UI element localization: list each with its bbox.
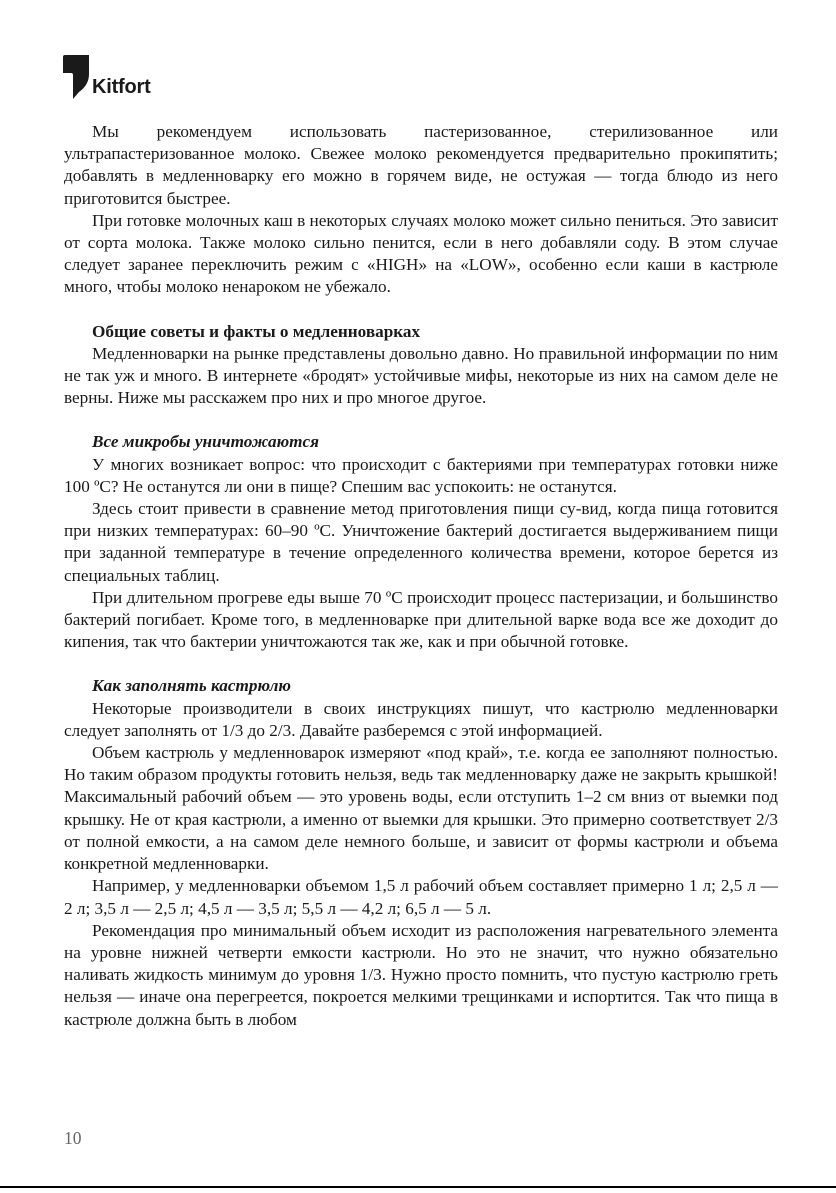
- paragraph: При длительном прогреве еды выше 70 ºC происходит процесс пастеризации, и большинство бактерий погибает. Кроме того, в медленноварке при длительной варке вода все же доходит до кипения, так что бактерии уничтожаются так же, как и при обычной готовке.: [64, 587, 778, 652]
- paragraph: Объем кастрюль у медленноварок измеряют «под край», т.е. когда ее заполняют полностью. Но таким образом продукты готовить нельзя, ведь так медленноварку даже не закрыть крышкой! Максимальный рабочий объем — это уровень воды, если отступить 1–2 см вниз от выемки под крышку. Не от края кастрюли, а именно от выемки для крышки. Это примерно соответствует 2/3 от полной емкости, а на самом деле немного больше, и зависит от формы кастрюли и объема конкретной медленноварки.: [64, 743, 778, 874]
- brand-logo: [62, 50, 151, 100]
- kitfort-logo-icon: [62, 54, 90, 100]
- subsection-heading: Все микробы уничтожаются: [92, 432, 320, 452]
- paragraph: Медленноварки на рынке представлены довольно давно. Но правильной информации по ним не так уж и много. В интернете «бродят» устойчивые мифы, некоторые из них на самом деле не верны. Ниже мы расскажем про них и про многое другое.: [64, 343, 778, 408]
- article-body: [64, 121, 778, 1031]
- page-number: 10: [64, 1128, 82, 1148]
- paragraph: Некоторые производители в своих инструкциях пишут, что кастрюлю медленноварки следует заполнять от 1/3 до 2/3. Давайте разберемся с этой информацией.: [64, 698, 778, 740]
- brand-name: Kitfort: [92, 76, 151, 98]
- paragraph: При готовке молочных каш в некоторых случаях молоко может сильно пениться. Это зависит от сорта молока. Также молоко сильно пенится, если в него добавляли соду. В этом случае следует заранее переключить режим с «HIGH» на «LOW», особенно если каши в кастрюле много, чтобы молоко ненароком не убежало.: [64, 210, 778, 297]
- section-heading: Общие советы и факты о медленноварках: [92, 321, 421, 341]
- paragraph: Рекомендация про минимальный объем исходит из расположения нагревательного элемента на уровне нижней четверти емкости кастрюли. Но это не значит, что нужно обязательно наливать жидкость минимум до уровня 1/3. Нужно просто помнить, что пустую кастрюлю греть нельзя — иначе она перегреется, покроется мелкими трещинками и испортится. Так что пища в кастрюле должна быть в любом: [64, 920, 778, 1029]
- paragraph: У многих возникает вопрос: что происходит с бактериями при температурах готовки ниже 100 ºC? Не останутся ли они в пище? Спешим вас успокоить: не останутся.: [64, 454, 778, 496]
- paragraph: Мы рекомендуем использовать пастеризованное, стерилизованное или ультрапастеризованное молоко. Свежее молоко рекомендуется предварительно прокипятить; добавлять в медленноварку его можно в горячем виде, не остужая — тогда блюдо из него приготовится быстрее.: [64, 122, 778, 208]
- paragraph: Например, у медленноварки объемом 1,5 л рабочий объем составляет примерно 1 л; 2,5 л — 2 л; 3,5 л — 2,5 л; 4,5 л — 3,5 л; 5,5 л — 4,2 л; 6,5 л — 5 л.: [64, 876, 778, 918]
- subsection-heading: Как заполнять кастрюлю: [92, 676, 291, 696]
- page-bottom-rule: [0, 1186, 836, 1188]
- paragraph: Здесь стоит привести в сравнение метод приготовления пищи су-вид, когда пища готовится при низких температурах: 60–90 ºC. Уничтожение бактерий достигается выдерживанием пищи при заданной температуре в течение определенного количества времени, которое берется из специальных таблиц.: [64, 499, 778, 585]
